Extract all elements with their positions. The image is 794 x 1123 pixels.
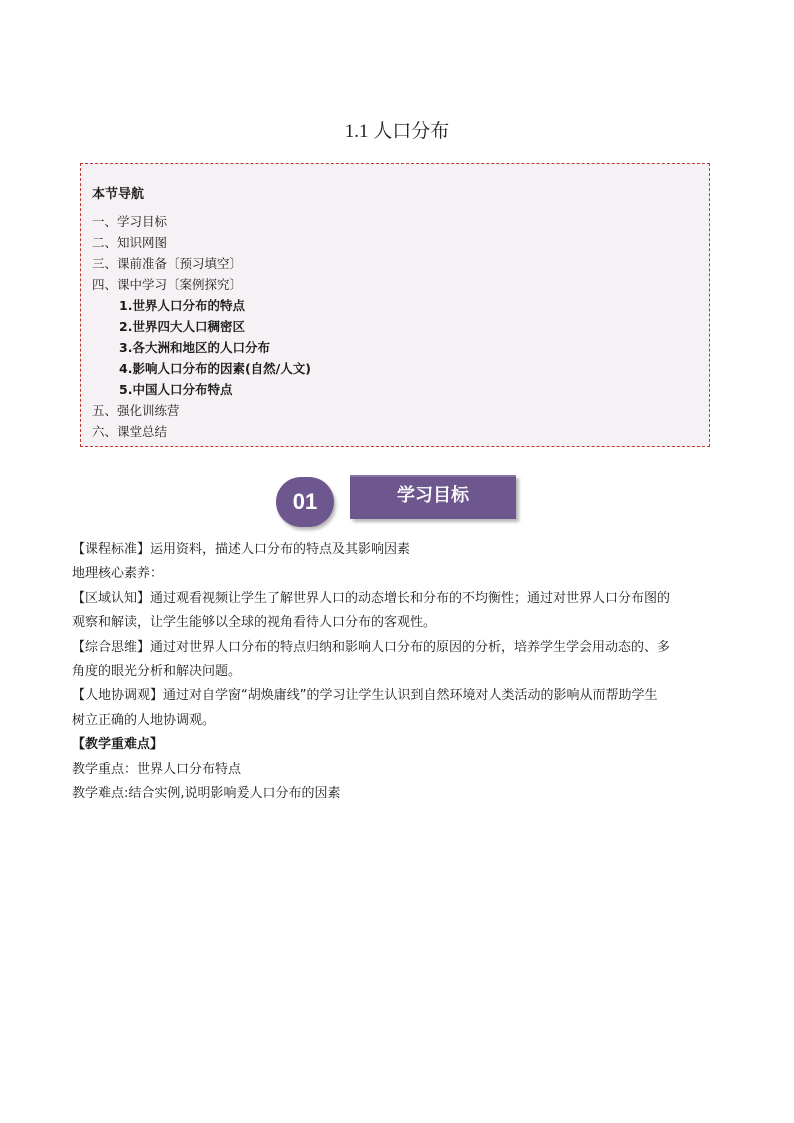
harmony-label: 【人地协调观】 <box>72 688 164 704</box>
section-navigation-box <box>80 163 710 447</box>
harmony-text-1: 通过对自学窗“胡焕庸线”的学习让学生认识到自然环境对人类活动的影响从而帮助学生 <box>163 688 658 704</box>
nav-item: 四、课中学习〔案例探究〕 <box>92 277 243 292</box>
nav-item: 一、学习目标 <box>92 214 168 229</box>
objectives-content <box>72 538 728 806</box>
human-land-harmony-cont: 树立正确的人地协调观。 <box>72 712 216 728</box>
section-badge <box>276 473 520 529</box>
curriculum-text: 运用资料，描述人口分布的特点及其影响因素 <box>150 542 411 557</box>
synthesis-thinking-cont: 角度的眼光分析和解决问题。 <box>72 664 242 680</box>
synthesis-text-1: 通过对世界人口分布的特点归纳和影响人口分布的原因的分析，培养学生学会用动态的、多 <box>150 639 671 655</box>
nav-item: 二、知识网图 <box>92 235 168 250</box>
curriculum-standard <box>72 538 728 562</box>
nav-subitem: 1.世界人口分布的特点 <box>119 298 245 313</box>
region-cognition-cont: 观察和解读，让学生能够以全球的视角看待人口分布的客观性。 <box>72 615 437 631</box>
synthesis-thinking <box>72 636 728 660</box>
navigation-list <box>92 211 311 442</box>
human-land-harmony <box>72 684 728 708</box>
teaching-difficulty: 教学难点:结合实例,说明影响爰人口分布的因素 <box>72 786 341 802</box>
nav-subitem: 2.世界四大人口稠密区 <box>119 319 245 334</box>
nav-item: 三、课前准备〔预习填空〕 <box>92 256 243 271</box>
core-literacy-heading: 地理核心素养： <box>72 566 164 582</box>
synthesis-label: 【综合思维】 <box>72 639 151 655</box>
region-text-1: 通过观看视频让学生了解世界人口的动态增长和分布的不均衡性；通过对世界人口分布图的 <box>150 590 671 606</box>
region-label: 【区域认知】 <box>72 590 151 606</box>
teaching-key-point: 教学重点：世界人口分布特点 <box>72 761 242 777</box>
key-points-heading: 【教学重难点】 <box>72 737 164 753</box>
curriculum-label: 【课程标准】 <box>72 542 151 557</box>
nav-item: 五、强化训练营 <box>92 403 180 418</box>
navigation-heading: 本节导航 <box>92 187 145 202</box>
nav-subitem: 3.各大洲和地区的人口分布 <box>119 340 270 355</box>
section-number: 01 <box>292 489 318 514</box>
nav-item: 六、课堂总结 <box>92 424 168 439</box>
nav-subitem: 4.影响人口分布的因素(自然/人文) <box>119 361 311 376</box>
region-cognition <box>72 587 728 611</box>
page-title: 1.1 人口分布 <box>344 121 450 142</box>
section-label: 学习目标 <box>397 485 469 506</box>
nav-subitem: 5.中国人口分布特点 <box>119 382 233 397</box>
